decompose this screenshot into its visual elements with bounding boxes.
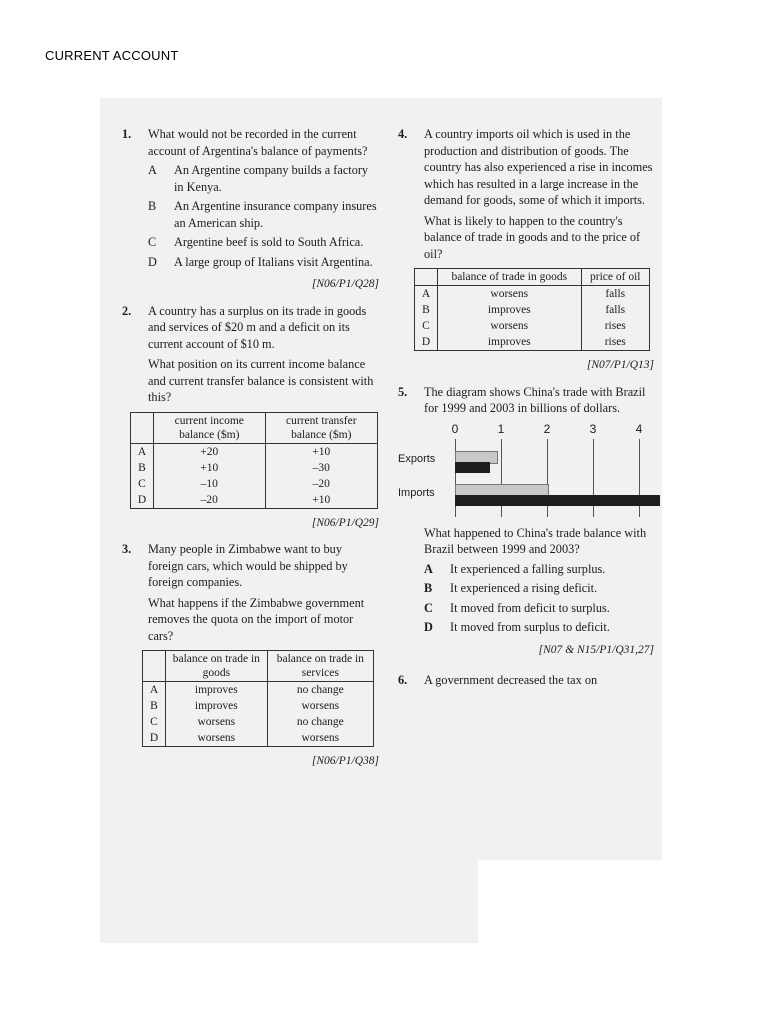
question-reference: [N07/P1/Q13]	[586, 359, 654, 371]
exports-bar-2	[455, 462, 490, 473]
table-cell: –30	[265, 460, 377, 476]
table-row	[131, 476, 378, 492]
table-cell: worsens	[267, 698, 373, 714]
table-corner	[131, 412, 154, 443]
question-1	[122, 126, 379, 293]
question-prompt: What happens if the Zimbabwe government removes the quota on the import of motor cars?	[148, 595, 365, 643]
table-cell: worsens	[166, 714, 268, 730]
option-a	[398, 561, 654, 578]
question-3	[122, 541, 379, 644]
column-header: balance of trade in goods	[438, 269, 582, 286]
answer-table	[142, 650, 374, 747]
question-prompt: What position on its current income balance and current transfer balance is consistent with this?	[148, 357, 374, 404]
row-letter: D	[131, 492, 154, 509]
table-row	[143, 682, 374, 699]
question-reference: [N06/P1/Q28]	[311, 278, 379, 290]
option-letter: C	[424, 600, 433, 615]
option-b	[148, 198, 379, 231]
question-5	[398, 384, 654, 417]
table-cell: improves	[438, 302, 582, 318]
option-text: An Argentine company builds a factory in Kenya.	[174, 163, 369, 194]
column-header: current income balance ($m)	[154, 412, 266, 443]
table-cell: –20	[265, 476, 377, 492]
table-cell: improves	[166, 698, 268, 714]
option-text: Argentine beef is sold to South Africa.	[174, 235, 364, 249]
page-corner	[478, 860, 668, 950]
option-text: It moved from deficit to surplus.	[450, 600, 610, 615]
option-letter: A	[424, 561, 433, 576]
option-a	[148, 162, 379, 195]
row-letter: C	[415, 318, 438, 334]
question-number: 1.	[122, 127, 132, 141]
option-letter: D	[148, 254, 157, 269]
option-c	[148, 234, 379, 251]
table-cell: +10	[265, 492, 377, 509]
row-letter: B	[143, 698, 166, 714]
question-6	[398, 672, 654, 689]
row-letter: C	[143, 714, 166, 730]
table-corner	[143, 651, 166, 682]
row-letter: A	[143, 682, 166, 699]
option-text: It experienced a falling surplus.	[450, 561, 606, 576]
trade-bar-chart	[398, 421, 660, 517]
option-text: It moved from surplus to deficit.	[450, 620, 610, 634]
table-row	[143, 698, 374, 714]
row-letter: A	[131, 443, 154, 460]
question-2	[122, 303, 379, 406]
table-cell: +20	[154, 443, 266, 460]
table-cell: +10	[265, 443, 377, 460]
question-number: 4.	[398, 127, 408, 141]
question-reference: [N06/P1/Q29]	[311, 516, 379, 529]
table-cell: falls	[581, 286, 649, 303]
x-tick-label: 2	[543, 421, 551, 436]
row-letter: B	[131, 460, 154, 476]
option-d	[148, 254, 379, 271]
option-text: A large group of Italians visit Argentina.	[174, 254, 373, 269]
table-cell: no change	[267, 682, 373, 699]
row-letter: C	[131, 476, 154, 492]
option-text: It experienced a rising deficit.	[450, 581, 598, 595]
table-cell: worsens	[438, 318, 582, 334]
question-text: A government decreased the tax on	[424, 673, 598, 687]
table-row	[415, 318, 650, 334]
question-text: The diagram shows China's trade with Brazil for 1999 and 2003 in billions of dollars.	[424, 384, 646, 415]
table-row	[143, 714, 374, 730]
row-letter: D	[415, 334, 438, 351]
category-label: Exports	[398, 452, 436, 465]
question-text: What would not be recorded in the current account of Argentina's balance of payments?	[148, 127, 368, 158]
column-header: current transfer balance ($m)	[265, 412, 377, 443]
table-row	[131, 460, 378, 476]
row-letter: A	[415, 286, 438, 303]
table-cell: rises	[581, 318, 649, 334]
row-letter: B	[415, 302, 438, 318]
question-text: Many people in Zimbabwe want to buy foreign cars, which would be shipped by foreign companies.	[148, 542, 348, 589]
question-number: 5.	[398, 384, 408, 399]
left-column	[122, 126, 379, 770]
table-cell: –10	[154, 476, 266, 492]
answer-table	[414, 268, 650, 351]
column-header: price of oil	[581, 269, 649, 286]
table-cell: worsens	[166, 730, 268, 747]
question-number: 6.	[398, 673, 408, 687]
table-corner	[415, 269, 438, 286]
option-letter: D	[424, 620, 433, 634]
question-prompt: What happened to China's trade balance with Brazil between 1999 and 2003?	[424, 525, 647, 556]
column-header: balance on trade in services	[267, 651, 373, 682]
table-cell: worsens	[438, 286, 582, 303]
table-cell: worsens	[267, 730, 373, 747]
table-cell: improves	[438, 334, 582, 351]
document-title: CURRENT ACCOUNT	[45, 48, 179, 63]
option-c	[398, 600, 654, 617]
option-letter: B	[148, 199, 157, 213]
table-cell: –20	[154, 492, 266, 509]
table-cell: +10	[154, 460, 266, 476]
x-tick-label: 3	[589, 421, 597, 436]
question-reference: [N06/P1/Q38]	[311, 755, 379, 767]
option-letter: A	[148, 163, 157, 177]
question-number: 2.	[122, 303, 132, 318]
question-number: 3.	[122, 542, 132, 556]
table-row	[131, 492, 378, 509]
category-label: Imports	[398, 486, 435, 499]
table-row	[131, 443, 378, 460]
option-text: An Argentine insurance company insures an American ship.	[174, 199, 377, 230]
question-5-prompt	[398, 525, 654, 659]
row-letter: D	[143, 730, 166, 747]
x-tick-label: 1	[497, 421, 505, 436]
table-row	[143, 730, 374, 747]
table-cell: rises	[581, 334, 649, 351]
column-header: balance on trade in goods	[166, 651, 268, 682]
right-column	[398, 126, 654, 689]
table-cell: falls	[581, 302, 649, 318]
table-cell: no change	[267, 714, 373, 730]
option-letter: B	[424, 581, 433, 595]
question-4	[398, 126, 654, 262]
imports-bar-2	[455, 495, 660, 506]
table-row	[415, 286, 650, 303]
question-prompt: What is likely to happen to the country's balance of trade in goods and to the price of oil?	[424, 213, 641, 261]
table-row	[415, 302, 650, 318]
question-text: A country imports oil which is used in the production and distribution of goods. The country has also experienced a rise in incomes which has resulted in a large increase in the demand for goods, some of which it imports.	[424, 127, 653, 207]
table-row	[415, 334, 650, 351]
question-reference: [N07 & N15/P1/Q31,27]	[538, 643, 654, 656]
x-tick-label: 4	[635, 421, 643, 436]
x-tick-label: 0	[451, 421, 459, 436]
question-text: A country has a surplus on its trade in goods and services of $20 m and a deficit on its current account of $10 m.	[148, 303, 367, 351]
option-b	[398, 580, 654, 597]
answer-table	[130, 412, 378, 509]
table-cell: improves	[166, 682, 268, 699]
option-letter: C	[148, 235, 157, 249]
option-d	[398, 619, 654, 636]
